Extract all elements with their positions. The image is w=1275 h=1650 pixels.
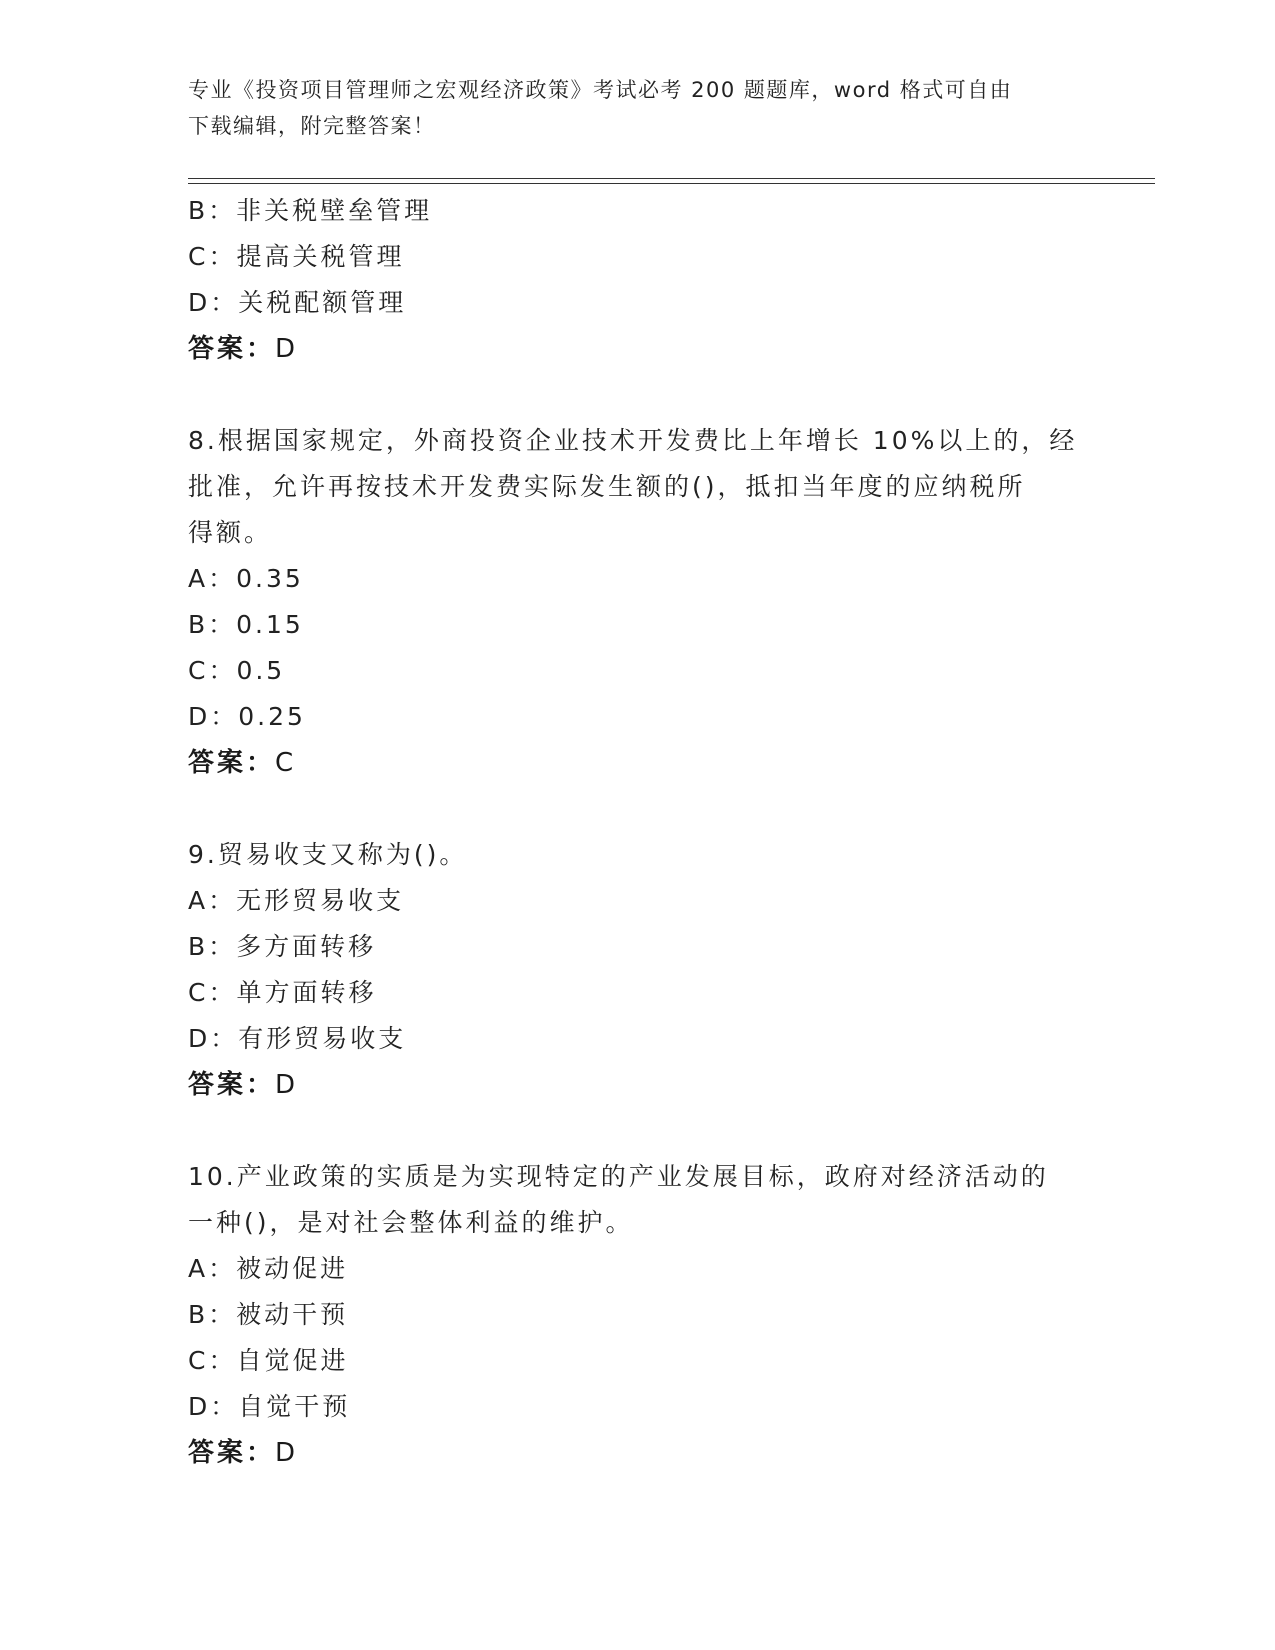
option-c: C：提高关税管理 <box>188 242 405 271</box>
option-d: D：关税配额管理 <box>188 288 407 317</box>
question-text <box>188 418 1088 556</box>
question-line: 一种()，是对社会整体利益的维护。 <box>188 1208 634 1237</box>
question-block-9 <box>188 832 1088 1108</box>
answer-value: D <box>275 1070 299 1100</box>
option-b: B：0.15 <box>188 610 304 639</box>
question-line: 10.产业政策的实质是为实现特定的产业发展目标，政府对经济活动的 <box>188 1162 1049 1191</box>
answer-value: D <box>275 1438 299 1468</box>
header-line-2: 下载编辑，附完整答案！ <box>188 114 436 138</box>
question-text <box>188 1154 1088 1246</box>
option-d: D：自觉干预 <box>188 1392 351 1421</box>
question-spacer <box>188 372 1088 418</box>
option-a: A：无形贸易收支 <box>188 886 405 915</box>
header-line-1: 专业《投资项目管理师之宏观经济政策》考试必考 200 题题库，word 格式可自由 <box>188 78 1013 102</box>
option-c: C：单方面转移 <box>188 978 377 1007</box>
question-block-7 <box>188 188 1088 372</box>
option-d: D：0.25 <box>188 702 306 731</box>
option-c: C：0.5 <box>188 656 286 685</box>
answer-value: C <box>275 748 297 778</box>
question-spacer <box>188 1108 1088 1154</box>
option-a: A：0.35 <box>188 564 304 593</box>
question-block-10 <box>188 1154 1088 1476</box>
option-a: A：被动促进 <box>188 1254 349 1283</box>
option-b: B：多方面转移 <box>188 932 377 961</box>
question-line: 9.贸易收支又称为()。 <box>188 840 468 869</box>
option-d: D：有形贸易收支 <box>188 1024 407 1053</box>
answer-value: D <box>275 334 299 364</box>
option-b: B：非关税壁垒管理 <box>188 196 433 225</box>
document-body <box>188 188 1088 1476</box>
header-divider-top <box>188 178 1155 179</box>
answer-line <box>188 740 1088 786</box>
question-spacer <box>188 786 1088 832</box>
answer-label: 答案： <box>188 334 276 364</box>
answer-line <box>188 1062 1088 1108</box>
option-c: C：自觉促进 <box>188 1346 349 1375</box>
document-header <box>188 72 1088 144</box>
question-block-8 <box>188 418 1088 786</box>
answer-line <box>188 326 1088 372</box>
answer-line <box>188 1430 1088 1476</box>
question-line: 8.根据国家规定，外商投资企业技术开发费比上年增长 10%以上的，经 <box>188 426 1078 455</box>
question-text <box>188 832 1088 878</box>
option-b: B：被动干预 <box>188 1300 349 1329</box>
answer-label: 答案： <box>188 1438 276 1468</box>
answer-label: 答案： <box>188 748 276 778</box>
question-line: 批准，允许再按技术开发费实际发生额的()，抵扣当年度的应纳税所 <box>188 472 1026 501</box>
header-divider-bottom <box>188 183 1155 184</box>
answer-label: 答案： <box>188 1070 276 1100</box>
question-line: 得额。 <box>188 518 273 547</box>
